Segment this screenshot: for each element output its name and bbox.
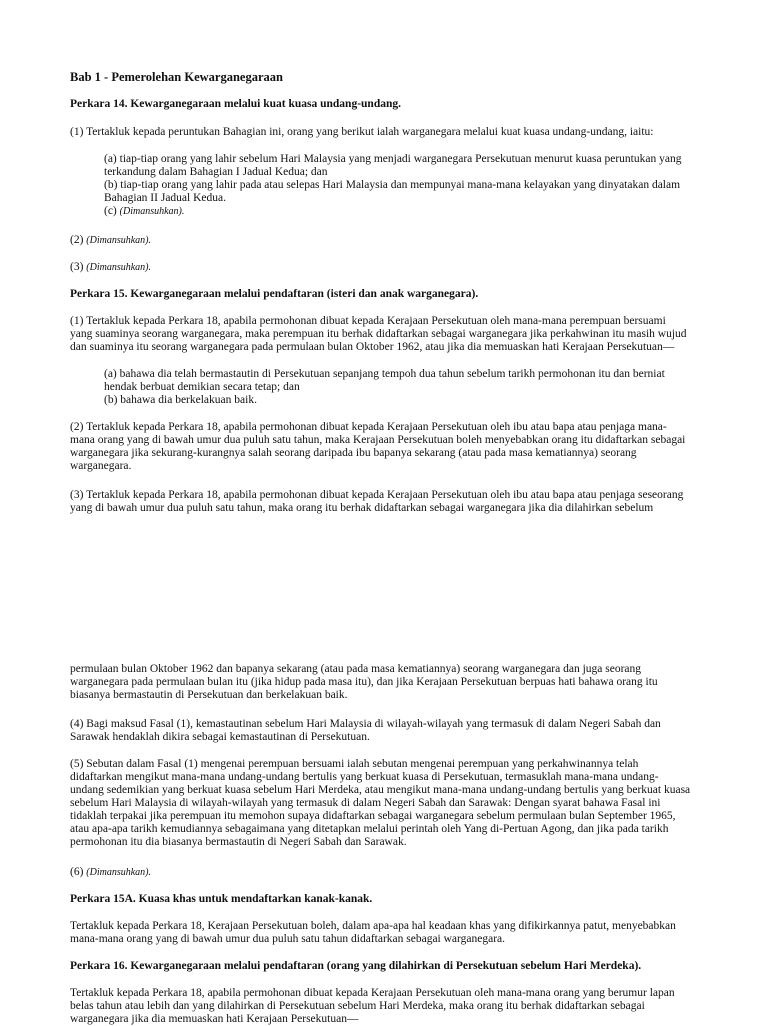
perkara-14-item-list xyxy=(104,153,704,218)
item-b-line: Bahagian II Jadual Kedua. xyxy=(104,192,226,204)
item-a-line: hendak berbuat demikian secara tetap; dan xyxy=(104,381,300,393)
text-line: (3) Tertakluk kepada Perkara 18, apabila permohonan dibuat kepada Kerajaan Persekutuan oleh ibu atau bapa atau penjaga seseorang xyxy=(70,489,684,501)
perkara-14-clause-3 xyxy=(70,261,710,274)
perkara-15-clause-1 xyxy=(70,315,710,354)
text-line: undang sedemikian yang berkuat kuasa sebelum Hari Merdeka, atau mengikut mana-mana undang-undang bertulis yang berkuat kuasa xyxy=(70,784,691,796)
text-line: (1) Tertakluk kepada Perkara 18, apabila permohonan dibuat kepada Kerajaan Persekutuan oleh mana-mana perempuan bersuami xyxy=(70,315,666,327)
perkara-14-clause-1 xyxy=(70,126,710,139)
text-line: Tertakluk kepada Perkara 18, apabila permohonan dibuat kepada Kerajaan Persekutuan oleh mana-mana orang yang berumur lapan xyxy=(70,987,675,999)
perkara-15-clause-3-continued xyxy=(70,663,710,702)
item-c xyxy=(104,205,704,218)
text-line: biasanya bermastautin di Persekutuan dan berkelakuan baik. xyxy=(70,689,348,701)
perkara-15-heading: Perkara 15. Kewarganegaraan melalui pendaftaran (isteri dan anak warganegara). xyxy=(70,288,479,300)
repealed-note: (Dimansuhkan). xyxy=(86,235,152,246)
item-a-line: (a) tiap-tiap orang yang lahir sebelum Hari Malaysia yang menjadi warganegara Persekutuan menurut kuasa peruntukan yang xyxy=(104,153,682,165)
text-line: Sarawak hendaklah dikira sebagai kemastautinan di Persekutuan. xyxy=(70,731,370,743)
perkara-16-heading: Perkara 16. Kewarganegaraan melalui pendaftaran (orang yang dilahirkan di Persekutuan sebelum Hari Merdeka). xyxy=(70,960,642,972)
text-line: permohonan itu dia biasanya bermastautin di Negeri Sabah dan Sarawak. xyxy=(70,836,407,848)
perkara-15a-heading: Perkara 15A. Kuasa khas untuk mendaftarkan kanak-kanak. xyxy=(70,893,373,905)
repealed-note: (Dimansuhkan). xyxy=(86,867,152,878)
perkara-15-clause-3 xyxy=(70,489,710,515)
text-line: mana-mana orang yang di bawah umur dua puluh satu tahun didaftarkan sebagai warganegara. xyxy=(70,933,506,945)
chapter-title: Bab 1 - Pemerolehan Kewarganegaraan xyxy=(70,70,283,84)
repealed-note: (Dimansuhkan). xyxy=(119,206,185,217)
text-line: warganegara. xyxy=(70,460,132,472)
text-line: permulaan bulan Oktober 1962 dan bapanya sekarang (atau pada masa kematiannya) seorang warganegara dan juga seorang xyxy=(70,663,642,675)
perkara-15-item-list xyxy=(104,368,704,407)
text-line: mana orang yang di bawah umur dua puluh satu tahun, maka Kerajaan Persekutuan boleh menyebabkan orang itu didaftarkan sebagai xyxy=(70,434,686,446)
text-line: yang di bawah umur dua puluh satu tahun, maka orang itu berhak didaftarkan sebagai warganegara jika dia dilahirkan sebelum xyxy=(70,502,654,514)
clause-label: (6) xyxy=(70,866,84,878)
text-line: warganegara jika sekurang-kurangnya salah seorang daripada ibu bapanya sekarang (atau pada masa kematiannya) seorang xyxy=(70,447,637,459)
perkara-16-body xyxy=(70,987,710,1026)
perkara-15-clause-6 xyxy=(70,866,710,879)
text-line: (2) Tertakluk kepada Perkara 18, apabila permohonan dibuat kepada Kerajaan Persekutuan oleh ibu atau bapa atau penjaga mana- xyxy=(70,421,667,433)
item-b-line: (b) tiap-tiap orang yang lahir pada atau selepas Hari Malaysia dan mempunyai mana-mana kelayakan yang dinyatakan dalam xyxy=(104,179,681,191)
text-line: tidaklah terpakai jika perempuan itu memohon supaya didaftarkan sebagai warganegara sebelum permulaan bulan September 1965, xyxy=(70,810,676,822)
item-c-label: (c) xyxy=(104,205,117,217)
text-line: yang suaminya seorang warganegara, maka perempuan itu berhak didaftarkan sebagai warganegara jika perkahwinan itu masih wujud xyxy=(70,328,687,340)
text-line: (4) Bagi maksud Fasal (1), kemastautinan sebelum Hari Malaysia di wilayah-wilayah yang termasuk di dalam Negeri Sabah dan xyxy=(70,718,661,730)
perkara-15a-body xyxy=(70,920,710,946)
text-line: warganegara pada permulaan bulan itu (jika hidup pada masa itu), dan jika Kerajaan Persekutuan berpuas hati bahawa orang itu xyxy=(70,676,658,688)
item-b-line: (b) bahawa dia berkelakuan baik. xyxy=(104,394,257,406)
text-line: atau apa-apa tarikh kemudiannya sebagaimana yang ditetapkan melalui perintah oleh Yang di-Pertuan Agong, dan jika pada tarikh xyxy=(70,823,669,835)
item-a-line: terkandung dalam Bahagian I Jadual Kedua; dan xyxy=(104,166,328,178)
text-line: dan suaminya itu seorang warganegara pada permulaan bulan Oktober 1962, atau jika dia memuaskan hati Kerajaan Persekutuan— xyxy=(70,341,675,353)
perkara-15-clause-5 xyxy=(70,758,710,849)
clause-label: (3) xyxy=(70,261,84,273)
clause-label: (2) xyxy=(70,234,84,246)
text-line: sebelum Hari Malaysia di wilayah-wilayah yang termasuk di dalam Negeri Sabah dan Sarawak: Dengan syarat bahawa Fasal ini xyxy=(70,797,661,809)
text-line: (5) Sebutan dalam Fasal (1) mengenai perempuan bersuami ialah sebutan mengenai perempuan yang perkahwinannya telah xyxy=(70,758,639,770)
text-line: belas tahun atau lebih dan yang dilahirkan di Persekutuan sebelum Hari Merdeka, maka orang itu berhak didaftarkan sebagai xyxy=(70,1000,645,1012)
text-line: Tertakluk kepada Perkara 18, Kerajaan Persekutuan boleh, dalam apa-apa hal keadaan khas yang difikirkannya patut, menyebabkan xyxy=(70,920,676,932)
repealed-note: (Dimansuhkan). xyxy=(86,262,152,273)
perkara-14-clause-2 xyxy=(70,234,710,247)
perkara-15-clause-2 xyxy=(70,421,710,473)
item-a-line: (a) bahawa dia telah bermastautin di Persekutuan sepanjang tempoh dua tahun sebelum tarikh permohonan itu dan berniat xyxy=(104,368,665,380)
text-line: warganegara jika dia memuaskan hati Kerajaan Persekutuan— xyxy=(70,1013,359,1025)
perkara-15-clause-4 xyxy=(70,718,710,744)
perkara-14-heading: Perkara 14. Kewarganegaraan melalui kuat kuasa undang-undang. xyxy=(70,98,401,110)
text-line: (1) Tertakluk kepada peruntukan Bahagian ini, orang yang berikut ialah warganegara melalui kuat kuasa undang-undang, iaitu: xyxy=(70,126,654,138)
text-line: didaftarkan mengikut mana-mana undang-undang bertulis yang berkuat kuasa di Persekutuan, termasuklah mana-mana undang- xyxy=(70,771,659,783)
